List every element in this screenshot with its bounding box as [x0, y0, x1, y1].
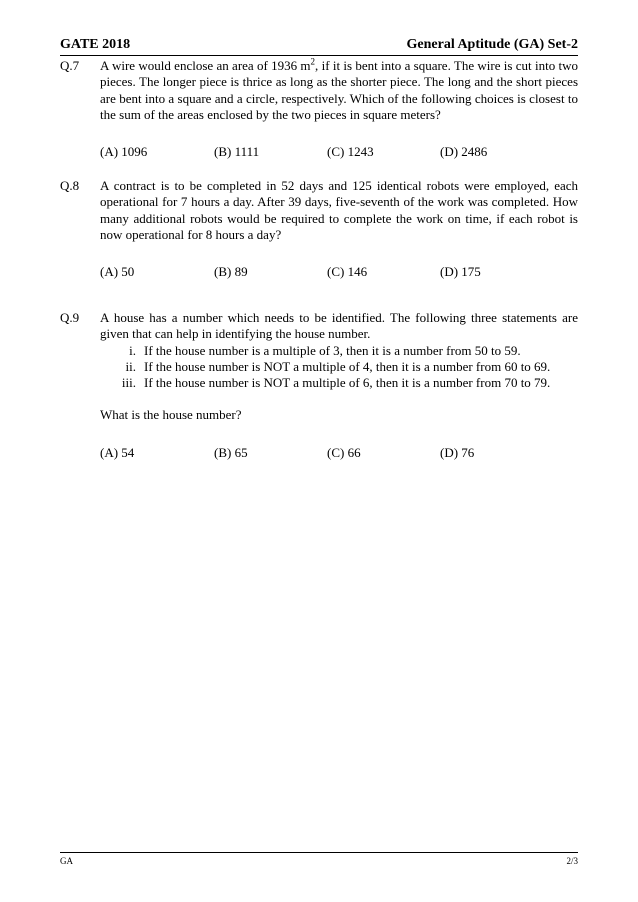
- question-text: [100, 58, 578, 123]
- option-b: (B) 65: [214, 444, 248, 460]
- option-a: (A) 54: [100, 444, 135, 460]
- page-number: 2/3: [566, 856, 578, 866]
- footer-label: GA: [60, 856, 73, 866]
- option-c: (C) 146: [327, 264, 368, 280]
- statement-list: [100, 343, 578, 392]
- statement-item: [100, 375, 578, 391]
- question-number: Q.9: [60, 310, 80, 325]
- question-8: [60, 178, 578, 282]
- question-text-part: A wire would enclose an area of 1936 m: [100, 58, 311, 73]
- question-number: Q.7: [60, 58, 80, 73]
- statement-label: i.: [129, 342, 136, 358]
- page-header: [60, 35, 578, 56]
- option-b: (B) 1111: [214, 144, 260, 160]
- option-d: (D) 2486: [440, 144, 488, 160]
- question-text: A house has a number which needs to be identified. The following three statements are given that can help in identifying the house number.: [100, 310, 578, 342]
- section-title: General Aptitude (GA) Set-2: [406, 37, 578, 52]
- statement-label: iii.: [121, 375, 136, 391]
- page-footer: [60, 852, 578, 866]
- option-d: (D) 175: [440, 264, 481, 280]
- statement-text: If the house number is a multiple of 3, then it is a number from 50 to 59.: [144, 342, 521, 358]
- question-7: [60, 58, 578, 162]
- question-text: A contract is to be completed in 52 days and 125 identical robots were employed, each operational for 7 hours a day. After 39 days, five-seventh of the work was completed. How many additional robots would be required to complete the work on time, if each robot is now operational for 8 hours a day?: [100, 178, 578, 242]
- option-b: (B) 89: [214, 264, 248, 280]
- question-text-part: , if it is bent into a square. The wire is cut into two pieces. The longer piece is thrice as long as the shorter piece. The long and the short pieces are bent into a square and a circle, respectively. Which of the following choices is closest to the sum of the areas enclosed by the two pieces in square meters?: [100, 58, 578, 122]
- options-row: [100, 445, 578, 463]
- exam-title: GATE 2018: [60, 37, 131, 52]
- statement-label: ii.: [125, 358, 136, 374]
- statement-item: [100, 343, 578, 359]
- option-a: (A) 1096: [100, 144, 148, 160]
- question-9: [60, 310, 578, 463]
- option-d: (D) 76: [440, 444, 475, 460]
- question-number: Q.8: [60, 178, 80, 193]
- statement-item: [100, 359, 578, 375]
- options-row: [100, 264, 578, 282]
- option-a: (A) 50: [100, 264, 135, 280]
- options-row: [100, 144, 578, 162]
- statement-text: If the house number is NOT a multiple of 6, then it is a number from 70 to 79.: [144, 375, 551, 391]
- option-c: (C) 1243: [327, 144, 374, 160]
- question-prompt: What is the house number?: [100, 407, 242, 423]
- superscript: 2: [310, 56, 316, 67]
- statement-text: If the house number is NOT a multiple of 4, then it is a number from 60 to 69.: [144, 358, 551, 374]
- option-c: (C) 66: [327, 444, 361, 460]
